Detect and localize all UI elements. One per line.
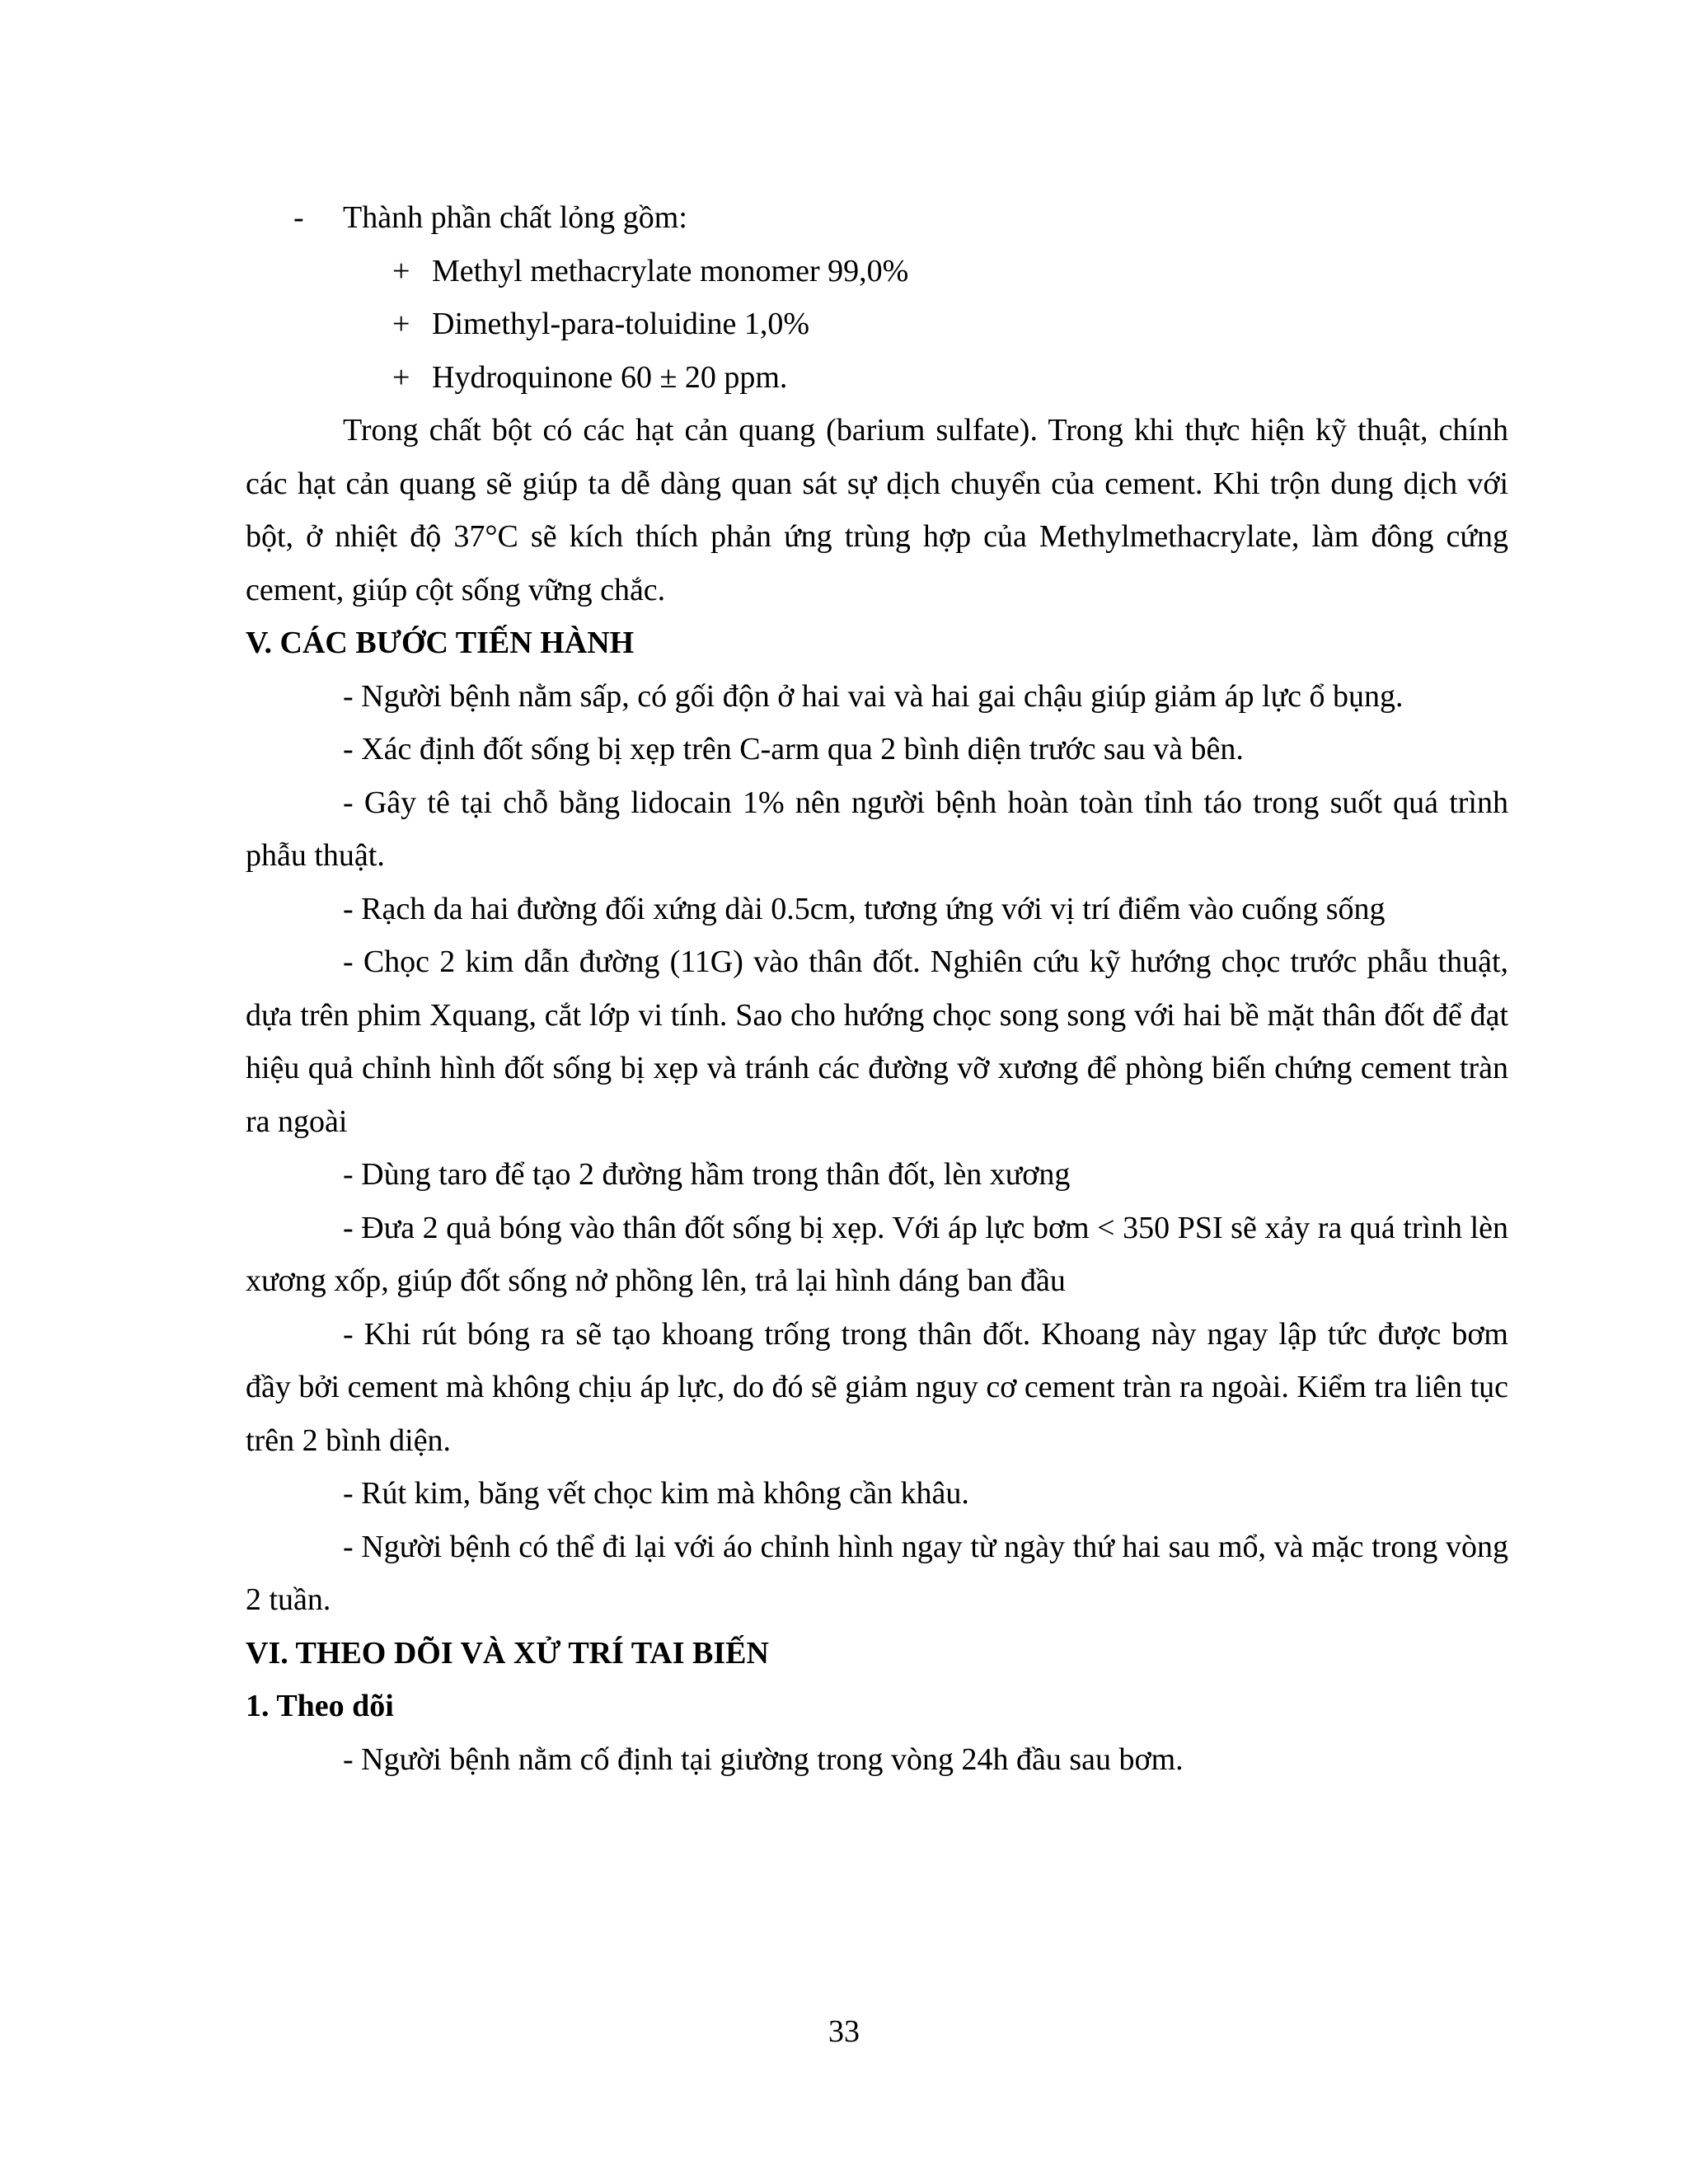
liquid-components-intro-text: Thành phần chất lỏng gồm:: [343, 200, 687, 235]
procedure-step: - Đưa 2 quả bóng vào thân đốt sống bị xẹp. Với áp lực bơm < 350 PSI sẽ xảy ra quá trình lèn xương xốp, giúp đốt sống nở phồng lên, trả lại hình dáng ban đầu: [246, 1210, 1508, 1298]
monitoring-item: - Người bệnh nằm cố định tại giường trong vòng 24h đầu sau bơm.: [343, 1741, 1184, 1777]
bullet-plus: +: [392, 359, 410, 395]
liquid-component-text: Hydroquinone 60 ± 20 ppm.: [432, 359, 788, 395]
bullet-plus: +: [392, 253, 410, 288]
section-v-heading: V. CÁC BƯỚC TIẾN HÀNH: [246, 626, 635, 660]
liquid-component-item: [246, 351, 1508, 405]
powder-paragraph: Trong chất bột có các hạt cản quang (barium sulfate). Trong khi thực hiện kỹ thuật, chính các hạt cản quang sẽ giúp ta dễ dàng quan sát sự dịch chuyển của cement. Khi trộn dung dịch với bột, ở nhiệt độ 37°C sẽ kích thích phản ứng trùng hợp của Methylmethacrylate, làm đông cứng cement, giúp cột sống vững chắc.: [246, 413, 1508, 607]
procedure-step: - Dùng taro để tạo 2 đường hầm trong thân đốt, lèn xương: [343, 1157, 1071, 1192]
subsection-heading: 1. Theo dõi: [246, 1689, 394, 1723]
procedure-step: - Người bệnh nằm sấp, có gối độn ở hai vai và hai gai chậu giúp giảm áp lực ổ bụng.: [343, 678, 1404, 714]
procedure-step: - Khi rút bóng ra sẽ tạo khoang trống trong thân đốt. Khoang này ngay lập tức được bơm đầy bởi cement mà không chịu áp lực, do đó sẽ giảm nguy cơ cement tràn ra ngoài. Kiểm tra liên tục trên 2 bình diện.: [246, 1316, 1508, 1458]
page-content: [246, 191, 1508, 1786]
bullet-plus: +: [392, 307, 410, 341]
procedure-step: - Xác định đốt sống bị xẹp trên C-arm qua 2 bình diện trước sau và bên.: [343, 732, 1244, 766]
procedure-step: - Rút kim, băng vết chọc kim mà không cần khâu.: [343, 1476, 969, 1511]
procedure-step: - Rạch da hai đường đối xứng dài 0.5cm, tương ứng với vị trí điểm vào cuống sống: [343, 891, 1386, 926]
procedure-step: - Gây tê tại chỗ bằng lidocain 1% nên người bệnh hoàn toàn tỉnh táo trong suốt quá trình phẫu thuật.: [246, 785, 1508, 873]
liquid-component-text: Dimethyl-para-toluidine 1,0%: [432, 307, 809, 341]
section-vi-heading: VI. THEO DÕI VÀ XỬ TRÍ TAI BIẾN: [246, 1635, 769, 1671]
liquid-component-item: [246, 298, 1508, 351]
bullet-dash: -: [293, 200, 304, 235]
page-number: 33: [828, 2014, 860, 2049]
liquid-components-intro: [246, 191, 1508, 245]
procedure-step: - Người bệnh có thể đi lại với áo chỉnh hình ngay từ ngày thứ hai sau mổ, và mặc trong vòng 2 tuần.: [246, 1529, 1508, 1617]
liquid-component-item: [246, 245, 1508, 298]
liquid-component-text: Methyl methacrylate monomer 99,0%: [432, 253, 909, 288]
procedure-step: - Chọc 2 kim dẫn đường (11G) vào thân đốt. Nghiên cứu kỹ hướng chọc trước phẫu thuật, dựa trên phim Xquang, cắt lớp vi tính. Sao cho hướng chọc song song với hai bề mặt thân đốt để đạt hiệu quả chỉnh hình đốt sống bị xẹp và tránh các đường vỡ xương để phòng biến chứng cement tràn ra ngoài: [246, 944, 1508, 1139]
